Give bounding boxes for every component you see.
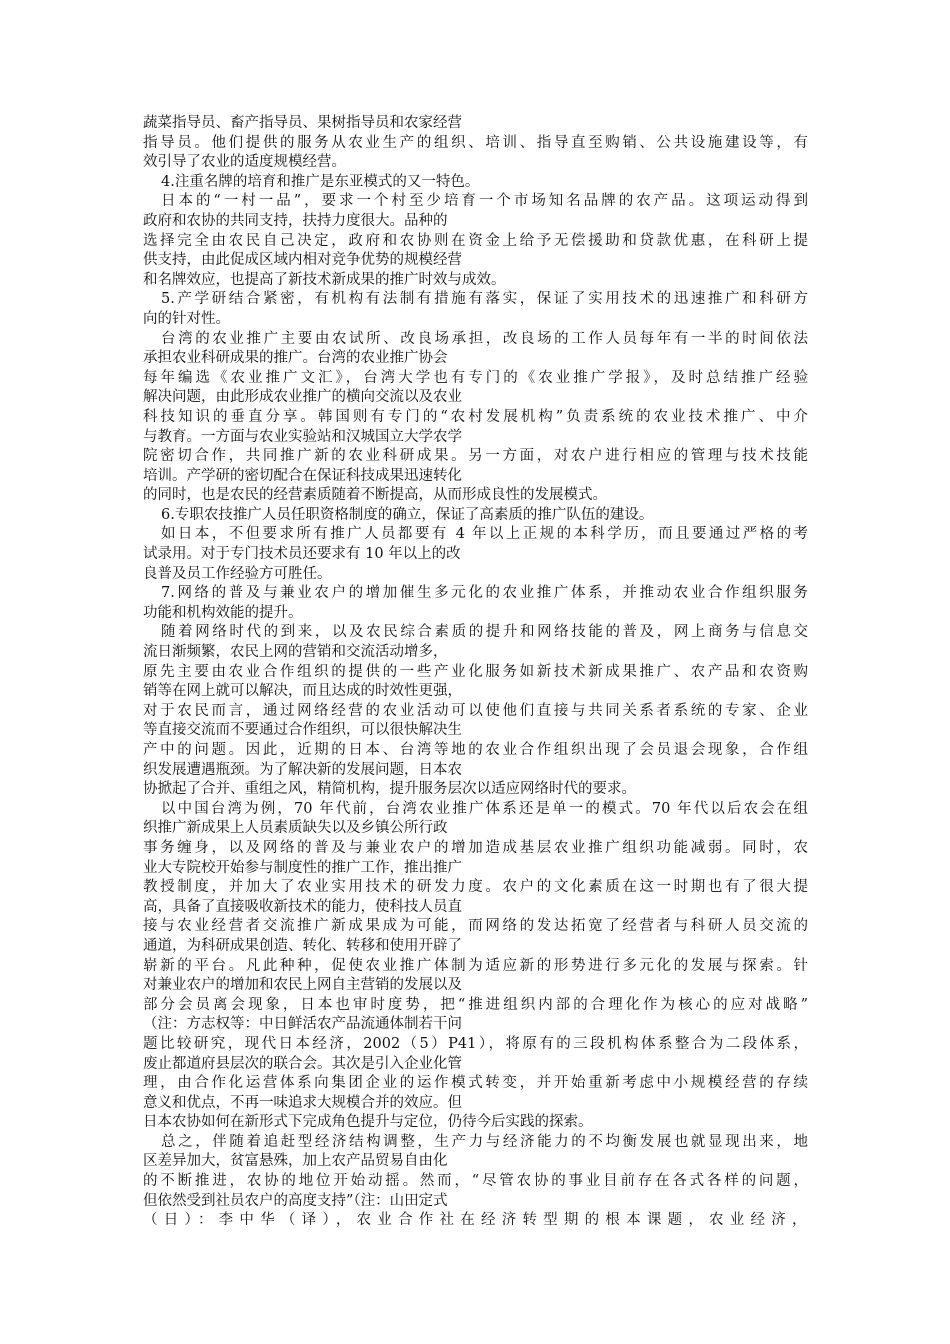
text-line: 通道，为科研成果创造、转化、转移和使用开辟了 <box>143 937 462 954</box>
text-line: 产中的问题。因此，近期的日本、台湾等地的农业合作组织出现了会员退会现象，合作组 <box>143 742 808 758</box>
text-line: 织发展遭遇瓶颈。为了解决新的发展问题，日本农 <box>143 761 462 778</box>
text-line: 良普及员工作经验方可胜任。 <box>143 565 332 582</box>
text-line: （注：方志权等：中日鲜活农产品流通体制若干问 <box>143 1016 462 1033</box>
text-line: 和名牌效应，也提高了新技术新成果的推广时效与成效。 <box>143 271 506 288</box>
text-line: 崭新的平台。凡此种种，促使农业推广体制为适应新的形势进行多元化的发展与探索。针 <box>143 957 808 974</box>
text-line: 选择完全由农民自己决定，政府和农协则在资金上给予无偿援助和贷款优惠，在科研上提 <box>143 232 808 249</box>
text-line: 废止都道府县层次的联合会。其次是引入企业化管 <box>143 1055 462 1072</box>
text-line: 向的针对性。 <box>143 310 230 327</box>
text-line: 部分会员离会现象，日本也审时度势，把“推进组织内部的合理化作为核心的应对战略” <box>143 996 808 1013</box>
text-line: 6.专职农技推广人员任职资格制度的确立，保证了高素质的推广队伍的建设。 <box>161 506 654 523</box>
text-line: 织推广新成果上人员素质缺失以及乡镇公所行政 <box>143 820 448 837</box>
text-line: 但依然受到社员农户的高度支持”（注：山田定式 <box>143 1192 448 1209</box>
text-line: 协掀起了合并、重组之风，精简机构，提升服务层次以适应网络时代的要求。 <box>143 781 636 798</box>
text-line: 总之，伴随着追赶型经济结构调整，生产力与经济能力的不均衡发展也就显现出来，地 <box>161 1133 808 1150</box>
text-line: 效引导了农业的适度规模经营。 <box>143 154 346 171</box>
text-line: 科技知识的垂直分享。韩国则有专门的“农村发展机构”负责系统的农业技术推广、中介 <box>143 408 808 425</box>
text-line: 以中国台湾为例，70 年代前，台湾农业推广体系还是单一的模式。70 年代以后农会在组 <box>161 800 808 817</box>
text-line: 7.网络的普及与兼业农户的增加催生多元化的农业推广体系，并推动农业合作组织服务 <box>161 585 808 602</box>
text-line: 试录用。对于专门技术员还要求有 10 年以上的改 <box>143 546 461 563</box>
text-line: 指导员。他们提供的服务从农业生产的组织、培训、指导直至购销、公共设施建设等，有 <box>143 134 808 151</box>
text-line: 的不断推进，农协的地位开始动摇。然而，“尽管农协的事业目前存在各式各样的问题， <box>143 1173 808 1190</box>
text-line: 与教育。一方面与农业实验站和汉城国立大学农学 <box>143 428 462 445</box>
text-line: 对兼业农户的增加和农民上网自主营销的发展以及 <box>143 977 462 994</box>
text-line: 院密切合作，共同推广新的农业科研成果。另一方面，对农户进行相应的管理与技术技能 <box>143 448 808 465</box>
text-line: 原先主要由农业合作组织的提供的一些产业化服务如新技术新成果推广、农产品和农资购 <box>143 663 808 680</box>
text-line: 接与农业经营者交流推广新成果成为可能，而网络的发达拓宽了经营者与科研人员交流的 <box>143 918 808 935</box>
text-line: 随着网络时代的到来，以及农民综合素质的提升和网络技能的普及，网上商务与信息交 <box>161 624 808 641</box>
text-line: 功能和机构效能的提升。 <box>143 604 303 621</box>
text-line: 意义和优点，不再一味追求大规模合并的效应。但 <box>143 1094 462 1111</box>
text-line: 教授制度，并加大了农业实用技术的研发力度。农户的文化素质在这一时期也有了很大提 <box>143 879 808 896</box>
text-line: 业大专院校开始参与制度性的推广工作，推出推广 <box>143 859 462 876</box>
text-line: 如日本，不但要求所有推广人员都要有 4 年以上正规的本科学历，而且要通过严格的考 <box>161 526 808 543</box>
document-page <box>143 114 808 1231</box>
text-line: 区差异加大，贫富悬殊，加上农产品贸易自由化 <box>143 1153 448 1170</box>
text-line: 题比较研究，现代日本经济，2002（5）P41），将原有的三段机构体系整合为二段体系， <box>143 1035 808 1052</box>
text-line: 培训。产学研的密切配合在保证科技成果迅速转化 <box>143 467 462 484</box>
text-line: 蔬菜指导员、畜产指导员、果树指导员和农家经营 <box>143 115 462 131</box>
text-line: 每年编选《农业推广文汇》，台湾大学也有专门的《农业推广学报》，及时总结推广经验 <box>143 369 808 386</box>
text-line: 承担农业科研成果的推广。台湾的农业推广协会 <box>143 350 448 367</box>
text-line: 5.产学研结合紧密，有机构有法制有措施有落实，保证了实用技术的迅速推广和科研方 <box>161 291 808 308</box>
text-line: 等直接交流而不要通过合作组织，可以很快解决生 <box>143 722 462 739</box>
text-line: 事务缠身，以及网络的普及与兼业农户的增加造成基层农业推广组织功能减弱。同时，农 <box>143 839 808 856</box>
text-line: 对于农民而言，通过网络经营的农业活动可以使他们直接与共同关系者系统的专家、企业 <box>143 702 808 719</box>
text-line: 政府和农协的共同支持，扶持力度很大。品种的 <box>143 212 448 229</box>
text-line: （日）：李中华（译），农业合作社在经济转型期的根本课题，农业经济， <box>143 1212 808 1229</box>
text-line: 台湾的农业推广主要由农试所、改良场承担，改良场的工作人员每年有一半的时间依法 <box>161 330 808 347</box>
text-line: 流日渐频繁，农民上网的营销和交流活动增多， <box>143 644 448 661</box>
text-line: 日本农协如何在新形式下完成角色提升与定位，仍待今后实践的探索。 <box>143 1114 593 1131</box>
text-line: 的同时，也是农民的经营素质随着不断提高，从而形成良性的发展模式。 <box>143 487 607 504</box>
text-line: 高，具备了直接吸收新技术的能力，使科技人员直 <box>143 898 462 915</box>
text-line: 销等在网上就可以解决，而且达成的时效性更强， <box>143 683 462 700</box>
text-line: 供支持，由此促成区域内相对竞争优势的规模经营 <box>143 252 462 269</box>
text-line: 4.注重名牌的培育和推广是东亚模式的又一特色。 <box>161 173 480 190</box>
text-line: 解决问题，由此形成农业推广的横向交流以及农业 <box>143 389 462 406</box>
text-line: 理，由合作化运营体系向集团企业的运作模式转变，并开始重新考虑中小规模经营的存续 <box>143 1075 808 1092</box>
text-line: 日本的“一村一品”，要求一个村至少培育一个市场知名品牌的农产品。这项运动得到 <box>161 193 808 210</box>
